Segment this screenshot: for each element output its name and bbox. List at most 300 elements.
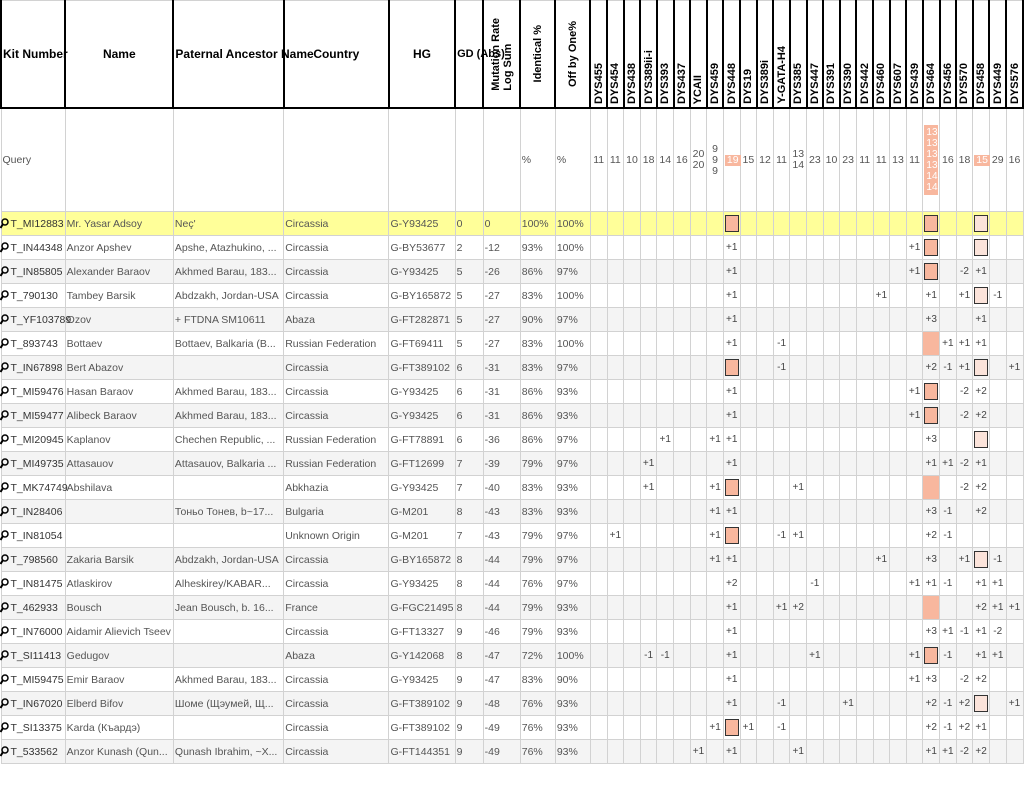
col-country[interactable]: Country [284,1,389,109]
cell-str-value [723,356,740,380]
cell-str-value [856,284,873,308]
query-str-value [1006,108,1023,212]
cell-str-value: +1 [640,452,657,476]
cell-country: Circassia [284,716,389,740]
query-str-text: 16 [675,153,688,166]
table-row[interactable] [1,284,1023,308]
cell-kit-number[interactable] [1,596,65,620]
query-str-highlight: 19 [726,153,739,166]
magnifier-icon[interactable] [0,722,9,733]
col-label: DYS391 [825,63,838,104]
cell-str-value [807,284,824,308]
col-dys389i[interactable] [757,1,774,109]
kit-number-text: T_533562 [10,745,58,758]
cell-kit-number[interactable] [1,476,68,500]
cell-str-value [856,716,873,740]
cell-str-value [989,212,1006,236]
cell-str-value [1006,524,1023,548]
cell-str-value: -1 [640,644,657,668]
query-str-value [723,108,740,212]
cell-str-value [989,476,1006,500]
query-str-value [873,108,890,212]
col-hg[interactable]: HG [389,1,455,109]
col-dys19[interactable] [740,1,757,109]
cell-str-value [840,740,857,764]
col-label: DYS458 [975,63,988,104]
cell-str-value [840,284,857,308]
table-row[interactable] [1,524,1023,548]
cell-str-value [640,572,657,596]
cell-str-value [624,212,641,236]
col-dys458[interactable] [973,1,990,109]
col-dys385[interactable] [790,1,807,109]
cell-kit-number[interactable] [1,356,65,380]
cell-str-value [807,476,824,500]
table-row[interactable] [1,596,1023,620]
col-dys393[interactable] [657,1,674,109]
col-ycaii[interactable] [690,1,707,109]
table-row[interactable] [1,212,1023,236]
cell-mutation-rate: -40 [483,476,520,500]
magnifier-icon[interactable] [0,698,9,709]
cell-str-value [757,476,774,500]
kit-number-text: T_SI13375 [10,721,62,734]
cell-str-value [607,236,624,260]
query-str-text: 11 [909,153,921,166]
cell-str-value [906,284,923,308]
col-dys390[interactable] [840,1,857,109]
cell-name: Anzor Kunash (Qun... [65,740,173,764]
cell-str-value [690,308,707,332]
cell-kit-number[interactable] [1,740,65,764]
magnifier-icon[interactable] [0,482,9,493]
cell-str-value: -1 [940,500,957,524]
cell-str-value: -1 [940,524,957,548]
cell-str-value [607,356,624,380]
cell-hg: G-FT389102 [389,716,455,740]
cell-kit-number[interactable] [1,548,65,572]
table-row[interactable] [1,548,1023,572]
col-label: DYS460 [875,63,888,104]
cell-hg: G-FT144351 [389,740,455,764]
cell-str-value [906,308,923,332]
cell-str-value: +1 [973,620,990,644]
table-row[interactable] [1,404,1023,428]
col-dys456[interactable] [940,1,957,109]
table-row[interactable] [1,692,1023,716]
cell-str-value [906,452,923,476]
cell-str-value [707,692,724,716]
cell-str-value: +1 [723,668,740,692]
cell-str-value: +1 [690,740,707,764]
cell-str-value [989,236,1006,260]
table-row[interactable] [1,380,1023,404]
cell-str-value [590,476,607,500]
cell-str-value [1006,644,1023,668]
cell-str-value [1006,572,1023,596]
cell-kit-number[interactable] [1,236,65,260]
table-row[interactable] [1,716,1023,740]
cell-str-value: +1 [989,596,1006,620]
col-label: DYS438 [625,63,638,104]
col-dys455[interactable] [590,1,607,109]
cell-kit-number[interactable] [1,260,65,284]
cell-country: Russian Federation [284,332,389,356]
query-str-text: 18 [958,153,971,166]
cell-str-value: +1 [707,476,724,500]
cell-str-value [773,548,790,572]
cell-str-value [790,284,807,308]
magnifier-icon[interactable] [0,338,9,349]
mismatch-marker [725,215,739,232]
cell-kit-number[interactable] [1,716,65,740]
mismatch-marker [725,719,739,736]
mismatch-marker [725,359,739,376]
cell-str-value: +2 [723,572,740,596]
cell-str-value [707,308,724,332]
query-str-text: 16 [941,153,954,166]
cell-str-value: -1 [940,692,957,716]
cell-str-value [1006,284,1023,308]
cell-str-value [807,452,824,476]
col-dys459[interactable] [707,1,724,109]
cell-gd: 8 [455,500,483,524]
cell-str-value [823,596,840,620]
cell-str-value [590,740,607,764]
cell-name [65,524,173,548]
cell-str-value [807,620,824,644]
query-row [1,108,1023,212]
col-dys607[interactable] [890,1,907,109]
cell-kit-number[interactable] [1,284,65,308]
col-dys448[interactable] [723,1,740,109]
col-dys454[interactable] [607,1,624,109]
col-dys449[interactable] [989,1,1006,109]
cell-str-value [657,572,674,596]
magnifier-icon[interactable] [0,290,9,301]
cell-str-value: +1 [989,644,1006,668]
cell-str-value: +1 [723,452,740,476]
cell-str-value [773,452,790,476]
cell-str-value: +1 [923,452,940,476]
cell-str-value [690,212,707,236]
cell-kit-number[interactable] [1,572,65,596]
table-row[interactable] [1,644,1023,668]
cell-str-value [757,716,774,740]
cell-str-value [840,716,857,740]
col-off-by-one[interactable] [555,1,590,109]
cell-name: Atlaskirov [65,572,173,596]
magnifier-icon[interactable] [0,362,9,373]
query-str-text: 11 [776,153,788,166]
cell-kit-number[interactable] [1,308,72,332]
col-identical[interactable] [520,1,555,109]
col-label: DYS447 [808,63,821,104]
col-label: DYS385 [792,63,805,104]
cell-str-value: +1 [723,308,740,332]
table-row[interactable] [1,668,1023,692]
magnifier-icon[interactable] [0,314,9,325]
magnifier-icon[interactable] [0,578,9,589]
magnifier-icon[interactable] [0,386,9,397]
cell-country: Circassia [284,212,389,236]
cell-str-value [956,572,973,596]
cell-str-value [956,644,973,668]
cell-str-value [624,596,641,620]
cell-str-value [890,452,907,476]
cell-str-value [956,236,973,260]
cell-str-value [989,356,1006,380]
col-dys464[interactable] [923,1,940,109]
cell-str-value: +3 [923,308,940,332]
col-gd[interactable]: GD (Abs) [455,1,483,109]
cell-paternal-ancestor [173,476,283,500]
table-row[interactable] [1,428,1023,452]
cell-identical: 76% [520,716,555,740]
cell-country: Circassia [284,668,389,692]
cell-str-value: +1 [1006,356,1023,380]
table-row[interactable] [1,260,1023,284]
cell-gd: 5 [455,332,483,356]
magnifier-icon[interactable] [0,554,9,565]
cell-off-by-one: 93% [555,692,590,716]
cell-hg: G-Y93425 [389,668,455,692]
cell-str-value: +1 [1006,596,1023,620]
cell-kit-number[interactable] [1,332,65,356]
cell-name: Ozov [65,308,173,332]
kit-number-text: T_MI59476 [10,385,64,398]
cell-str-value [923,380,940,404]
cell-str-value [940,668,957,692]
magnifier-icon[interactable] [0,410,9,421]
query-str-value [740,108,757,212]
col-paternal-ancestor[interactable]: Paternal Ancestor Name [173,1,283,109]
cell-str-value [690,332,707,356]
cell-kit-number[interactable] [1,524,65,548]
cell-off-by-one: 100% [555,284,590,308]
magnifier-icon[interactable] [0,746,9,757]
cell-str-value [624,260,641,284]
cell-str-value [807,548,824,572]
col-dys389ii-i[interactable] [640,1,657,109]
col-dys447[interactable] [807,1,824,109]
cell-str-value [906,692,923,716]
table-row[interactable] [1,332,1023,356]
col-dys460[interactable] [873,1,890,109]
cell-mutation-rate: -44 [483,572,520,596]
magnifier-icon[interactable] [0,458,9,469]
cell-kit-number[interactable] [1,644,65,668]
magnifier-icon[interactable] [0,626,9,637]
cell-kit-number[interactable] [1,692,65,716]
magnifier-icon[interactable] [0,530,9,541]
col-dys437[interactable] [674,1,691,109]
query-str-value [657,108,674,212]
cell-str-value: -2 [956,260,973,284]
cell-str-value [590,428,607,452]
cell-str-value: +1 [707,524,724,548]
cell-identical: 76% [520,740,555,764]
cell-kit-number[interactable] [1,380,65,404]
cell-str-value [590,452,607,476]
cell-str-value: -1 [773,332,790,356]
mismatch-marker [974,359,988,376]
cell-str-value [624,740,641,764]
cell-str-value: +1 [723,548,740,572]
cell-str-value [890,644,907,668]
table-row[interactable] [1,740,1023,764]
magnifier-icon[interactable] [0,674,9,685]
cell-off-by-one: 97% [555,260,590,284]
cell-str-value: -1 [940,644,957,668]
cell-str-value [823,668,840,692]
cell-str-value [624,668,641,692]
cell-str-value [773,308,790,332]
cell-kit-number[interactable] [1,428,65,452]
cell-str-value [790,404,807,428]
cell-kit-number[interactable] [1,452,65,476]
cell-str-value [607,668,624,692]
cell-str-value [590,500,607,524]
cell-name: Kaplanov [65,428,173,452]
col-label: DYS437 [675,63,688,104]
cell-str-value [856,692,873,716]
cell-gd: 5 [455,308,483,332]
cell-str-value [956,524,973,548]
cell-str-value [640,620,657,644]
cell-str-value: -2 [956,452,973,476]
cell-str-value [989,692,1006,716]
magnifier-icon[interactable] [0,242,9,253]
cell-str-value: +1 [790,740,807,764]
header-row [1,1,1023,109]
kit-number-text: T_IN85805 [10,265,63,278]
cell-str-value [707,380,724,404]
cell-gd: 7 [455,476,483,500]
magnifier-icon[interactable] [0,266,9,277]
col-dys576[interactable] [1006,1,1023,109]
cell-kit-number[interactable] [1,668,65,692]
magnifier-icon[interactable] [0,218,9,229]
col-dys570[interactable] [956,1,973,109]
cell-str-value: -1 [940,572,957,596]
cell-str-value [607,500,624,524]
cell-str-value [773,476,790,500]
cell-country: Circassia [284,284,389,308]
cell-str-value [624,644,641,668]
magnifier-icon[interactable] [0,434,9,445]
table-row[interactable] [1,308,1023,332]
cell-paternal-ancestor: Abdzakh, Jordan-USA [173,284,283,308]
cell-str-value [740,668,757,692]
col-label: DYS389ii-i [642,50,655,104]
cell-paternal-ancestor: Qunash Ibrahim, ~X... [173,740,283,764]
cell-str-value [956,308,973,332]
cell-str-value [856,644,873,668]
cell-str-value [657,692,674,716]
cell-str-value: +1 [723,404,740,428]
col-dys438[interactable] [624,1,641,109]
cell-str-value [940,380,957,404]
cell-kit-number[interactable] [1,404,65,428]
kit-number-text: T_MI12883 [10,217,64,230]
cell-str-value [723,716,740,740]
cell-str-value [923,596,940,620]
cell-identical: 86% [520,260,555,284]
col-dys442[interactable] [856,1,873,109]
magnifier-icon[interactable] [0,602,9,613]
cell-str-value [890,716,907,740]
cell-str-value: -1 [807,572,824,596]
cell-str-value [640,692,657,716]
table-row[interactable] [1,356,1023,380]
table-row[interactable] [1,476,1023,500]
cell-str-value [856,476,873,500]
magnifier-icon[interactable] [0,506,9,517]
cell-str-value [740,284,757,308]
cell-str-value [624,356,641,380]
cell-str-value [940,284,957,308]
cell-identical: 93% [520,236,555,260]
cell-str-value: +1 [640,476,657,500]
cell-name: Bert Abazov [65,356,173,380]
cell-hg: G-BY165872 [389,284,455,308]
cell-str-value [640,236,657,260]
table-row[interactable] [1,452,1023,476]
cell-str-value [773,284,790,308]
cell-str-value [690,404,707,428]
cell-str-value [923,404,940,428]
cell-str-value: +1 [923,572,940,596]
cell-str-value [973,236,990,260]
mismatch-marker [974,215,988,232]
col-kit-number[interactable]: Kit Number [1,1,65,109]
cell-str-value [840,644,857,668]
cell-str-value [923,260,940,284]
cell-str-value [674,572,691,596]
cell-str-value [1006,404,1023,428]
col-name[interactable]: Name [65,1,173,109]
cell-kit-number[interactable] [1,500,65,524]
cell-str-value [823,380,840,404]
col-dys391[interactable] [823,1,840,109]
col-dys439[interactable] [906,1,923,109]
cell-str-value [707,452,724,476]
cell-str-value [757,644,774,668]
col-y-gata-h4[interactable] [773,1,790,109]
cell-str-value [773,740,790,764]
cell-str-value [989,452,1006,476]
cell-off-by-one: 97% [555,548,590,572]
cell-kit-number[interactable] [1,620,65,644]
cell-name: Alibeck Baraov [65,404,173,428]
table-row[interactable] [1,236,1023,260]
cell-str-value [856,524,873,548]
cell-kit-number[interactable] [1,212,65,236]
table-row[interactable] [1,572,1023,596]
cell-str-value [590,356,607,380]
cell-str-value: +1 [956,284,973,308]
cell-str-value [607,620,624,644]
cell-str-value [674,476,691,500]
cell-str-value [823,644,840,668]
query-str-text: 11 [875,153,887,166]
query-str-text: 16 [1008,153,1021,166]
cell-str-value [1006,740,1023,764]
magnifier-icon[interactable] [0,650,9,661]
table-row[interactable] [1,500,1023,524]
table-row[interactable] [1,620,1023,644]
